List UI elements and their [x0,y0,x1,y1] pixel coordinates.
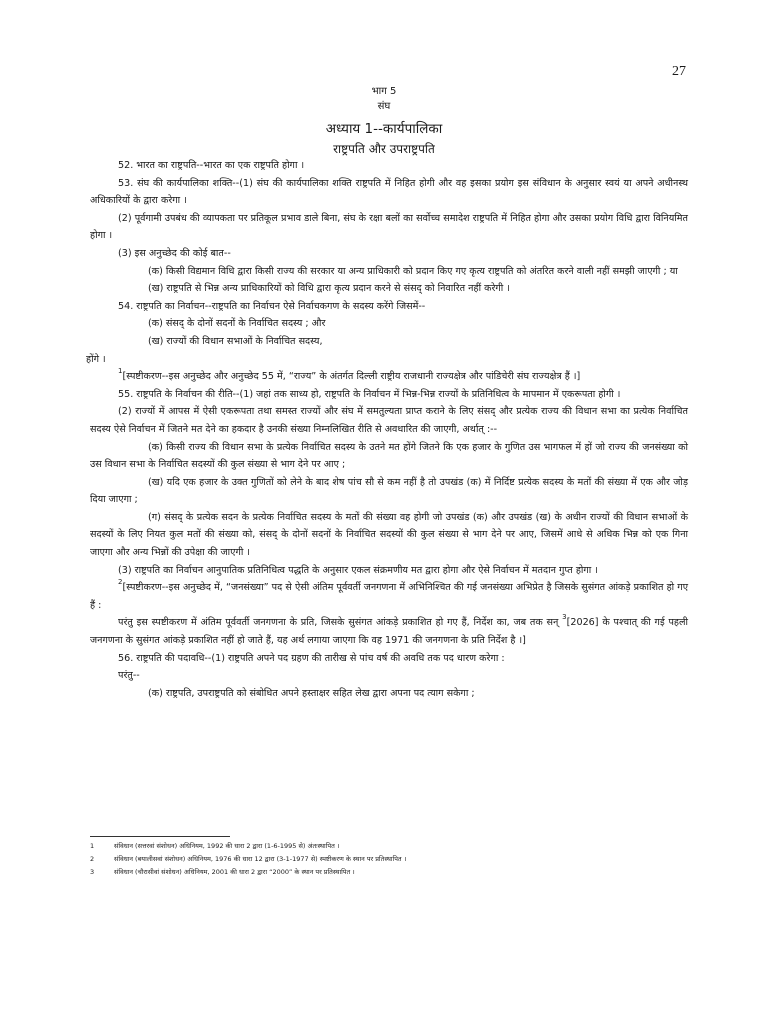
article-55-clause-1: 55. राष्ट्रपति के निर्वाचन की रीति--(1) जहां तक साध्य हो, राष्ट्रपति के निर्वाचन में भिन्न-भिन्न राज्यों के प्रतिनिधित्व के मापमान में एकरूपता होगी । [118,388,621,400]
union-heading: संघ [377,101,391,112]
article-55-proviso: परंतु इस स्पष्टीकरण में अंतिम पूर्ववर्ती जनगणना के प्रति, जिसके सुसंगत आंकड़े प्रकाशित हो गए हैं, निर्देश का, जब तक सन् $^3$[2026] के पश्चात् की गई पहली जनगणना के सुसंगत आंकड़े प्रकाशित नहीं हो जाते हैं, यह अर्थ लगाया जाएगा कि वह 1971 की जनगणना के प्रति निर्देश है ।] [90,613,689,647]
article-54-explanation: $^1$[स्पष्टीकरण--इस अनुच्छेद और अनुच्छेद 55 में, “राज्य” के अंतर्गत दिल्ली राष्ट्रीय राजधानी राज्यक्षेत्र और पांडिचेरी संघ राज्यक्षेत्र हैं ।] [118,367,581,383]
article-53-clause-3-kha: (ख) राष्ट्रपति से भिन्न अन्य प्राधिकारियों को विधि द्वारा कृत्य प्रदान करने से संसद् को निवारित नहीं करेगी । [148,283,510,295]
article-55-clause-2-kha: (ख) यदि एक हजार के उक्त गुणितों को लेने के बाद शेष पांच सौ से कम नहीं है तो उपखंड (क) में निर्दिष्ट प्रत्येक सदस्य के मतों की संख्या में एक और जोड़ दिया जाएगा ; [90,476,688,506]
article-53-clause-3: (3) इस अनुच्छेद की कोई बात-- [118,247,231,259]
footnote-divider [90,836,230,837]
footnote-2: 2 संविधान (बयालीसवां संशोधन) अधिनियम, 1976 की धारा 12 द्वारा (3-1-1977 से) स्पष्टीकरण के स्थान पर प्रतिस्थापित । [90,855,407,863]
footnote-marker-3: 3 [562,613,567,622]
chapter-title: अध्याय 1--कार्यपालिका [325,121,443,137]
article-56-proviso: परंतु-- [118,670,140,682]
article-52: 52. भारत का राष्ट्रपति--भारत का एक राष्ट्रपति होगा । [118,160,305,171]
article-53-clause-2: (2) पूर्वगामी उपबंध की व्यापकता पर प्रतिकूल प्रभाव डाले बिना, संघ के रक्षा बलों का सर्वोच्च समादेश राष्ट्रपति में निहित होगा और उसका प्रयोग विधि द्वारा विनियमित होगा । [90,212,688,242]
footnote-3: 3 संविधान (चौरासीवां संशोधन) अधिनियम, 2001 की धारा 2 द्वारा “2000” के स्थान पर प्रतिस्थापित । [90,868,355,876]
article-54: 54. राष्ट्रपति का निर्वाचन--राष्ट्रपति का निर्वाचन ऐसे निर्वाचकगण के सदस्य करेंगे जिसमें-- [118,300,426,312]
article-54-closing: होंगे । [86,353,106,365]
article-55-clause-3: (3) राष्ट्रपति का निर्वाचन आनुपातिक प्रतिनिधित्व पद्धति के अनुसार एकल संक्रमणीय मत द्वारा होगा और ऐसे निर्वाचन में मतदान गुप्त होगा । [118,564,598,576]
article-53-clause-3-ka: (क) किसी विद्यमान विधि द्वारा किसी राज्य की सरकार या अन्य प्राधिकारी को प्रदान किए गए कृत्य राष्ट्रपति को अंतरित करने वाली नहीं समझी जाएगी ; या [148,265,678,277]
article-55-explanation: $^2$[स्पष्टीकरण--इस अनुच्छेद में, “जनसंख्या” पद से ऐसी अंतिम पूर्ववर्ती जनगणना में अभिनिश्चित की गई जनसंख्या अभिप्रेत है जिसके सुसंगत आंकड़े प्रकाशित हो गए हैं : [90,578,688,611]
document-body [86,157,689,702]
article-56-proviso-ka: (क) राष्ट्रपति, उपराष्ट्रपति को संबोधित अपने हस्ताक्षर सहित लेख द्वारा अपना पद त्याग सकेगा ; [148,687,475,699]
article-55-clause-2: (2) राज्यों में आपस में ऐसी एकरूपता तथा समस्त राज्यों और संघ में समतुल्यता प्राप्त कराने के लिए संसद् और प्रत्येक राज्य की विधान सभा का प्रत्येक निर्वाचित सदस्य ऐसे निर्वाचन में जितने मत देने का हकदार है उनकी संख्या निम्नलिखित रीति से अवधारित की जाएगी, अर्थात् :-- [90,406,688,435]
article-54-kha: (ख) राज्यों की विधान सभाओं के निर्वाचित सदस्य, [148,335,323,347]
footnote-1: 1 संविधान (सत्तरवां संशोधन) अधिनियम, 1992 की धारा 2 द्वारा (1-6-1995 से) अंतःस्थापित । [90,842,340,850]
article-55-clause-2-ka: (क) किसी राज्य की विधान सभा के प्रत्येक निर्वाचित सदस्य के उतने मत होंगे जितने कि एक हजार के गुणित उस भागफल में हों जो राज्य की जनसंख्या को उस विधान सभा के निर्वाचित सदस्यों की कुल संख्या से भाग देने पर आए ; [90,441,688,471]
article-53-clause-1: 53. संघ की कार्यपालिका शक्ति--(1) संघ की कार्यपालिका शक्ति राष्ट्रपति में निहित होगी और वह इसका प्रयोग इस संविधान के अनुसार स्वयं या अपने अधीनस्थ अधिकारियों के द्वारा करेगा । [90,177,688,207]
footnote-marker-2: 2 [118,578,123,587]
article-56-clause-1: 56. राष्ट्रपति की पदावधि--(1) राष्ट्रपति अपने पद ग्रहण की तारीख से पांच वर्ष की अवधि तक पद धारण करेगा : [118,652,505,664]
article-55-clause-2-ga: (ग) संसद् के प्रत्येक सदन के प्रत्येक निर्वाचित सदस्य के मतों की संख्या वह होगी जो उपखंड (क) और उपखंड (ख) के अधीन राज्यों की विधान सभाओं के सदस्यों के लिए नियत कुल मतों की संख्या को, संसद् के दोनों सदनों के निर्वाचित सदस्यों की कुल संख्या से भाग देने पर आए, जिसमें आधे से अधिक भिन्न को एक गिना जाएगा और अन्य भिन्नों की उपेक्षा की जाएगी । [90,511,688,559]
footnotes [90,840,688,879]
page-number: 27 [672,64,686,79]
part-heading: भाग 5 [371,86,397,97]
article-54-ka: (क) संसद् के दोनों सदनों के निर्वाचित सदस्य ; और [148,318,326,330]
footnote-marker-1: 1 [118,367,123,376]
chapter-subtitle: राष्ट्रपति और उपराष्ट्रपति [333,142,435,156]
